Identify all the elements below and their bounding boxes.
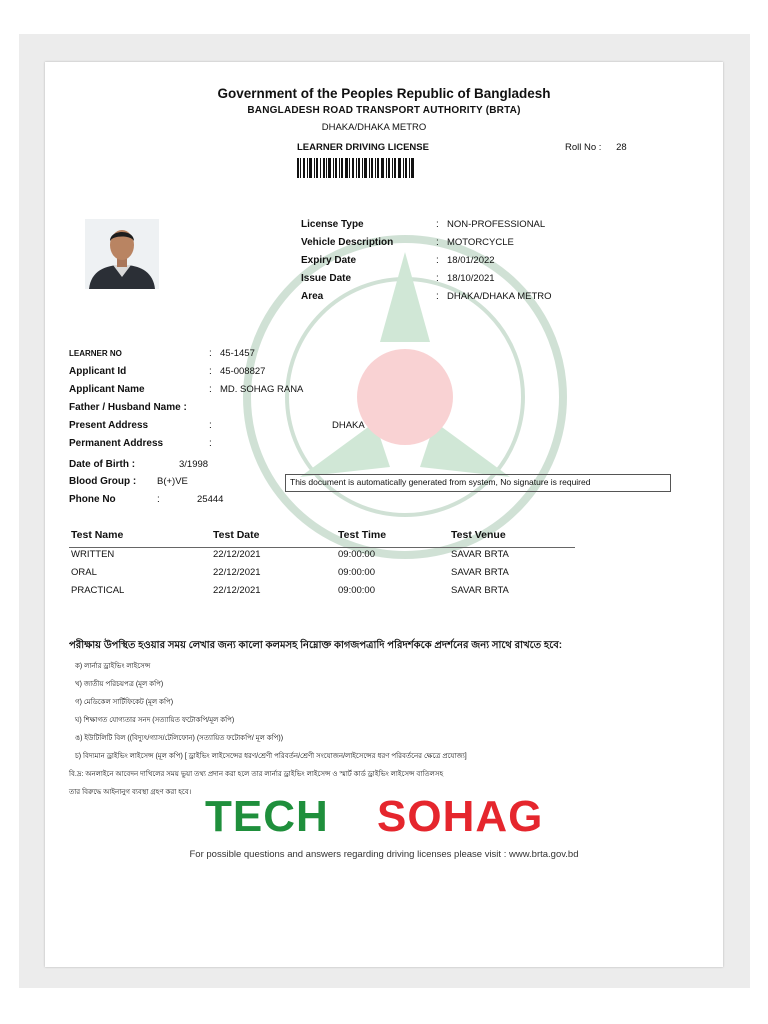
license-type-label: License Type bbox=[301, 219, 364, 230]
instruction-note: তার বিরুদ্ধে আইনানুগ ব্যবস্থা গ্রহণ করা হবে। bbox=[69, 789, 192, 796]
learner-no-label: LEARNER NO bbox=[69, 349, 122, 358]
present-address-value: DHAKA bbox=[332, 420, 365, 431]
roll-label: Roll No : bbox=[565, 142, 602, 153]
expiry-date-label: Expiry Date bbox=[301, 255, 357, 266]
table-cell: 22/12/2021 bbox=[213, 549, 261, 560]
colon: : bbox=[436, 291, 439, 302]
colon: : bbox=[436, 273, 439, 284]
brand-sohag-logo: SOHAG bbox=[377, 792, 544, 841]
applicant-id-value: 45-008827 bbox=[220, 366, 266, 377]
colon: : bbox=[157, 494, 160, 505]
applicant-name-label: Applicant Name bbox=[69, 384, 145, 395]
dob-label: Date of Birth : bbox=[69, 459, 136, 470]
table-cell: 22/12/2021 bbox=[213, 585, 261, 596]
instruction-item: চ) বিদ্যমান ড্রাইভিং লাইসেন্স (মূল কপি) [ ড্রাইভিং লাইসেন্সের ধরণ/শ্রেণী পরিবর্তন/শ্রেণী সংযোজন/লাইসেন্সের ধরণ পরিবর্তনের ক্ষেত্রে প্রযোজ্য] bbox=[75, 753, 467, 760]
issue-date-label: Issue Date bbox=[301, 273, 352, 284]
phone-label: Phone No bbox=[69, 494, 116, 505]
test-date-header: Test Date bbox=[213, 529, 260, 541]
instruction-item: গ) মেডিকেল সার্টিফিকেট (মূল কপি) bbox=[75, 699, 174, 706]
area-label: Area bbox=[301, 291, 324, 302]
applicant-id-label: Applicant Id bbox=[69, 366, 127, 377]
license-type-value: NON-PROFESSIONAL bbox=[447, 219, 546, 230]
table-cell: SAVAR BRTA bbox=[451, 549, 509, 560]
system-generated-notice: This document is automatically generated from system, No signature is required bbox=[285, 474, 671, 492]
brand-tech-logo: TECH bbox=[205, 792, 329, 841]
dob-value: 3/1998 bbox=[179, 459, 209, 470]
roll-number bbox=[565, 142, 627, 153]
vehicle-description-value: MOTORCYCLE bbox=[447, 237, 514, 248]
table-cell: SAVAR BRTA bbox=[451, 567, 509, 578]
colon: : bbox=[209, 420, 212, 431]
test-time-header: Test Time bbox=[338, 529, 387, 541]
table-cell: ORAL bbox=[71, 567, 97, 578]
colon: : bbox=[436, 237, 439, 248]
office-heading: DHAKA/DHAKA METRO bbox=[321, 122, 427, 133]
permanent-address-label: Permanent Address bbox=[69, 438, 164, 449]
table-cell: SAVAR BRTA bbox=[451, 585, 509, 596]
instruction-note: বি.দ্র: অনলাইনে আবেদন দাখিলের সময় ভুয়া তথ্য প্রদান করা হলে তার লার্নার ড্রাইভিং লাইসেন্স ও স্মার্ট কার্ড ড্রাইভিং লাইসেন্স বাতিলসহ bbox=[69, 771, 444, 778]
father-name-label: Father / Husband Name : bbox=[69, 402, 187, 413]
issue-date-value: 18/10/2021 bbox=[447, 273, 495, 284]
authority-heading: BANGLADESH ROAD TRANSPORT AUTHORITY (BRTA) bbox=[247, 105, 521, 116]
table-divider bbox=[69, 547, 575, 548]
table-cell: PRACTICAL bbox=[71, 585, 125, 596]
barcode bbox=[297, 158, 415, 178]
expiry-date-value: 18/01/2022 bbox=[447, 255, 495, 266]
document-title: LEARNER DRIVING LICENSE bbox=[297, 142, 429, 153]
test-name-header: Test Name bbox=[71, 529, 124, 541]
instruction-item: ঙ) ইউটিলিটি বিল ((বিদ্যুৎ/গ্যাস/টেলিফোন) (সত্যায়িত ফটোকপি/ মূল কপি)) bbox=[75, 735, 284, 742]
colon: : bbox=[209, 366, 212, 377]
license-document bbox=[45, 62, 723, 967]
colon: : bbox=[436, 219, 439, 230]
test-venue-header: Test Venue bbox=[451, 529, 506, 541]
table-cell: 09:00:00 bbox=[338, 549, 375, 560]
government-heading: Government of the Peoples Republic of Bangladesh bbox=[217, 86, 551, 101]
blood-group-label: Blood Group : bbox=[69, 476, 137, 487]
brta-emblem-watermark bbox=[240, 232, 570, 562]
colon: : bbox=[209, 348, 212, 359]
vehicle-description-label: Vehicle Description bbox=[301, 237, 394, 248]
footer-note: For possible questions and answers regarding driving licenses please visit : www.brta.gov.bd bbox=[189, 849, 579, 860]
table-cell: 09:00:00 bbox=[338, 585, 375, 596]
roll-value: 28 bbox=[616, 142, 627, 153]
table-cell: WRITTEN bbox=[71, 549, 115, 560]
instructions-heading: পরীক্ষায় উপস্থিত হওয়ার সময় লেখার জন্য কালো কলমসহ নিম্নোক্ত কাগজপত্রাদি পরিদর্শককে প্রদর্শনের জন্য সাথে রাখতে হবে: bbox=[69, 640, 563, 651]
colon: : bbox=[209, 438, 212, 449]
colon: : bbox=[209, 384, 212, 395]
applicant-photo bbox=[85, 219, 159, 289]
table-cell: 22/12/2021 bbox=[213, 567, 261, 578]
instruction-item: খ) জাতীয় পরিচয়পত্র (মূল কপি) bbox=[75, 681, 164, 688]
instruction-item: ঘ) শিক্ষাগত যোগ্যতার সনদ (সত্যায়িত ফটোকপি/মূল কপি) bbox=[75, 717, 235, 724]
instruction-item: ক) লার্নার ড্রাইভিং লাইসেন্স bbox=[75, 663, 151, 670]
phone-value: 25444 bbox=[197, 494, 224, 505]
colon: : bbox=[436, 255, 439, 266]
applicant-name-value: MD. SOHAG RANA bbox=[220, 384, 304, 395]
present-address-label: Present Address bbox=[69, 420, 149, 431]
blood-group-value: B(+)VE bbox=[157, 476, 188, 487]
learner-no-value: 45-1457 bbox=[220, 348, 255, 359]
area-value: DHAKA/DHAKA METRO bbox=[447, 291, 552, 302]
table-cell: 09:00:00 bbox=[338, 567, 375, 578]
